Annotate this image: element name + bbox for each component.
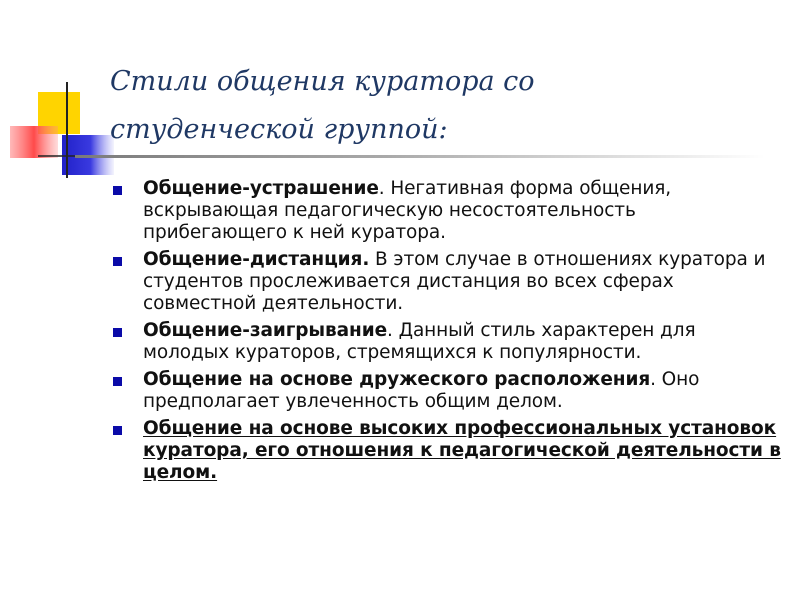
- item-text: . Оно предполагает увлеченность общим делом.: [143, 369, 700, 412]
- list-item: [113, 249, 783, 315]
- square-bullet-icon: [113, 328, 122, 337]
- square-bullet-icon: [113, 257, 122, 266]
- item-heading: Общение-заигрывание: [143, 320, 388, 341]
- list-item: [113, 369, 783, 413]
- item-text: . Данный стиль характерен для молодых кураторов, стремящихся к популярности.: [143, 320, 696, 363]
- item-heading: Общение-дистанция.: [143, 249, 370, 270]
- bullet-list: [113, 178, 783, 489]
- title-underline: [75, 155, 765, 158]
- deco-red-bar: [10, 126, 58, 158]
- list-item: [113, 178, 783, 244]
- square-bullet-icon: [113, 186, 122, 195]
- item-heading-underlined: Общение на основе высоких профессиональных установок куратора, его отношения к педагогической деятельности в целом.: [143, 418, 781, 483]
- item-heading: Общение-устрашение: [143, 178, 379, 199]
- item-text: В этом случае в отношениях куратора и студентов прослеживается дистанция во всех сферах совместной деятельности.: [143, 249, 766, 314]
- list-item: [113, 320, 783, 364]
- square-bullet-icon: [113, 426, 122, 435]
- item-text: . Негативная форма общения, вскрывающая педагогическую несостоятельность прибегающего к ней куратора.: [143, 178, 672, 243]
- slide-title: Стили общения куратора со студенческой группой:: [110, 66, 535, 145]
- item-heading: Общение на основе дружеского расположения: [143, 369, 651, 390]
- list-item: [113, 418, 783, 484]
- square-bullet-icon: [113, 377, 122, 386]
